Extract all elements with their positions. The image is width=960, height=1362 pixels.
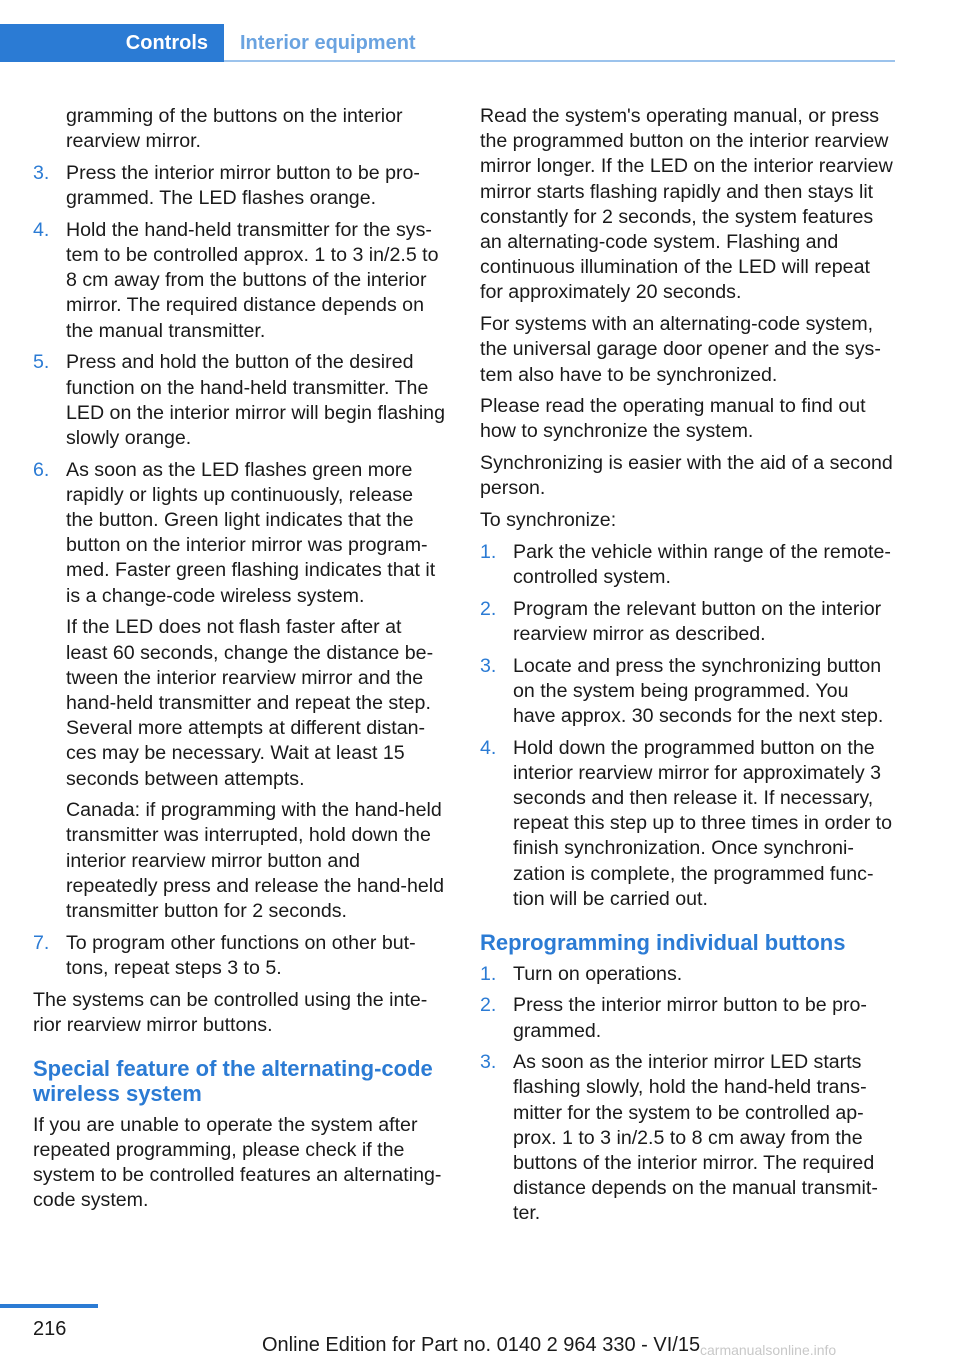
list-number: 3. [480, 1051, 497, 1074]
list-number: 2. [480, 994, 497, 1017]
list-text: To program other functions on other buttons, repeat steps 3 to 5. [66, 931, 416, 979]
section-heading-reprogramming: Reprogramming individual buttons [480, 930, 846, 956]
list-item [480, 597, 895, 647]
heading-body: If you are unable to operate the system after repeated programming, please check if the system to be controlled features an alternating-code system. [33, 1113, 442, 1212]
list-number: 1. [480, 962, 497, 985]
subsection-label: Interior equipment [240, 32, 416, 54]
closing-paragraph: The systems can be controlled using the interior rearview mirror buttons. [33, 988, 428, 1036]
right-column [480, 104, 895, 1233]
list-item [33, 218, 445, 344]
intro-continuation: gramming of the buttons on the interior rearview mirror. [66, 105, 403, 153]
paragraph: For systems with an alternating-code system, the universal garage door opener and the system also have to be synchronized. [480, 313, 881, 386]
list-text: Program the relevant button on the interior rearview mirror as described. [513, 597, 882, 645]
list-number: 6. [33, 458, 50, 481]
step6-note-retry: If the LED does not flash faster after at least 60 seconds, change the distance between the interior rearview mirror and the hand-held transmitter and repeat the step. Several more attempts at different distances may be necessary. Wait at least 15 seconds between attempts. [66, 616, 434, 790]
list-number: 4. [480, 736, 497, 759]
paragraph: To synchronize: [480, 509, 617, 532]
list-text: Park the vehicle within range of the remote-controlled system. [513, 540, 891, 588]
paragraph: Read the system's operating manual, or press the programmed button on the interior rearview mirror longer. If the LED on the interior rearview mirror starts flashing rapidly and then stays lit constantly for 2 seconds, the system features an alternating-code system. Flashing and continuous illumination of the LED will repeat for approximately 20 seconds. [480, 105, 893, 304]
list-text: Turn on operations. [513, 962, 683, 985]
list-text: Locate and press the synchronizing button on the system being programmed. You have approx. 30 seconds for the next step. [513, 654, 884, 727]
list-number: 5. [33, 351, 50, 374]
list-item [480, 1050, 895, 1226]
list-number: 7. [33, 931, 50, 954]
list-item [480, 993, 895, 1043]
list-number: 2. [480, 597, 497, 620]
page-number: 216 [33, 1318, 67, 1340]
list-item [33, 350, 445, 451]
left-column [33, 104, 445, 1220]
list-item [480, 654, 895, 730]
paragraph: Please read the operating manual to find out how to synchronize the system. [480, 395, 866, 443]
list-item [33, 161, 445, 211]
edition-text: Online Edition for Part no. 0140 2 964 330 - VI/15 [262, 1334, 701, 1356]
section-label: Controls [125, 31, 208, 54]
list-item [33, 458, 445, 609]
page-header [0, 24, 895, 62]
list-item [33, 931, 445, 981]
list-number: 4. [33, 218, 50, 241]
section-tab-controls [0, 24, 224, 62]
list-item [480, 540, 895, 590]
section-heading-alternating-code: Special feature of the alternating-code wireless system [33, 1056, 433, 1107]
step6-note-canada: Canada: if programming with the hand-held transmitter was interrupted, hold down the interior rearview mirror button and repeatedly press and release the hand-held transmitter button for 2 seconds. [66, 799, 444, 923]
list-item [480, 736, 895, 912]
list-text: As soon as the interior mirror LED starts flashing slowly, hold the hand-held transmitter for the system to be controlled approx. 1 to 3 in/2.5 to 8 cm away from the buttons of the interior mirror. The required distance depends on the manual transmitter. [513, 1051, 878, 1225]
list-text: As soon as the LED flashes green more rapidly or lights up continuously, release the button. Green light indicates that the button on the interior mirror was programmed. Faster green flashing indicates that it is a change-code wireless system. [66, 458, 436, 607]
list-text: Press the interior mirror button to be programmed. The LED flashes orange. [66, 161, 420, 210]
list-text: Press and hold the button of the desired function on the hand-held transmitter. The LED on the interior mirror will begin flashing slowly orange. [66, 351, 445, 449]
list-number: 1. [480, 540, 497, 563]
watermark: carmanualsonline.info [700, 1342, 837, 1358]
footer-divider [0, 1304, 98, 1308]
list-text: Hold the hand-held transmitter for the system to be controlled approx. 1 to 3 in/2.5 to 8 cm away from the buttons of the interior mirror. The required distance depends on the manual transmitter. [66, 218, 439, 342]
header-divider [224, 60, 895, 62]
list-item [480, 962, 895, 987]
list-number: 3. [33, 161, 50, 184]
list-text: Press the interior mirror button to be programmed. [513, 994, 867, 1042]
list-number: 3. [480, 654, 497, 677]
list-text: Hold down the programmed button on the interior rearview mirror for approximately 3 seconds and then release it. If necessary, repeat this step up to three times in order to finish synchronization. Once synchronization is complete, the programmed function will be carried out. [513, 736, 893, 910]
paragraph: Synchronizing is easier with the aid of a second person. [480, 452, 893, 500]
